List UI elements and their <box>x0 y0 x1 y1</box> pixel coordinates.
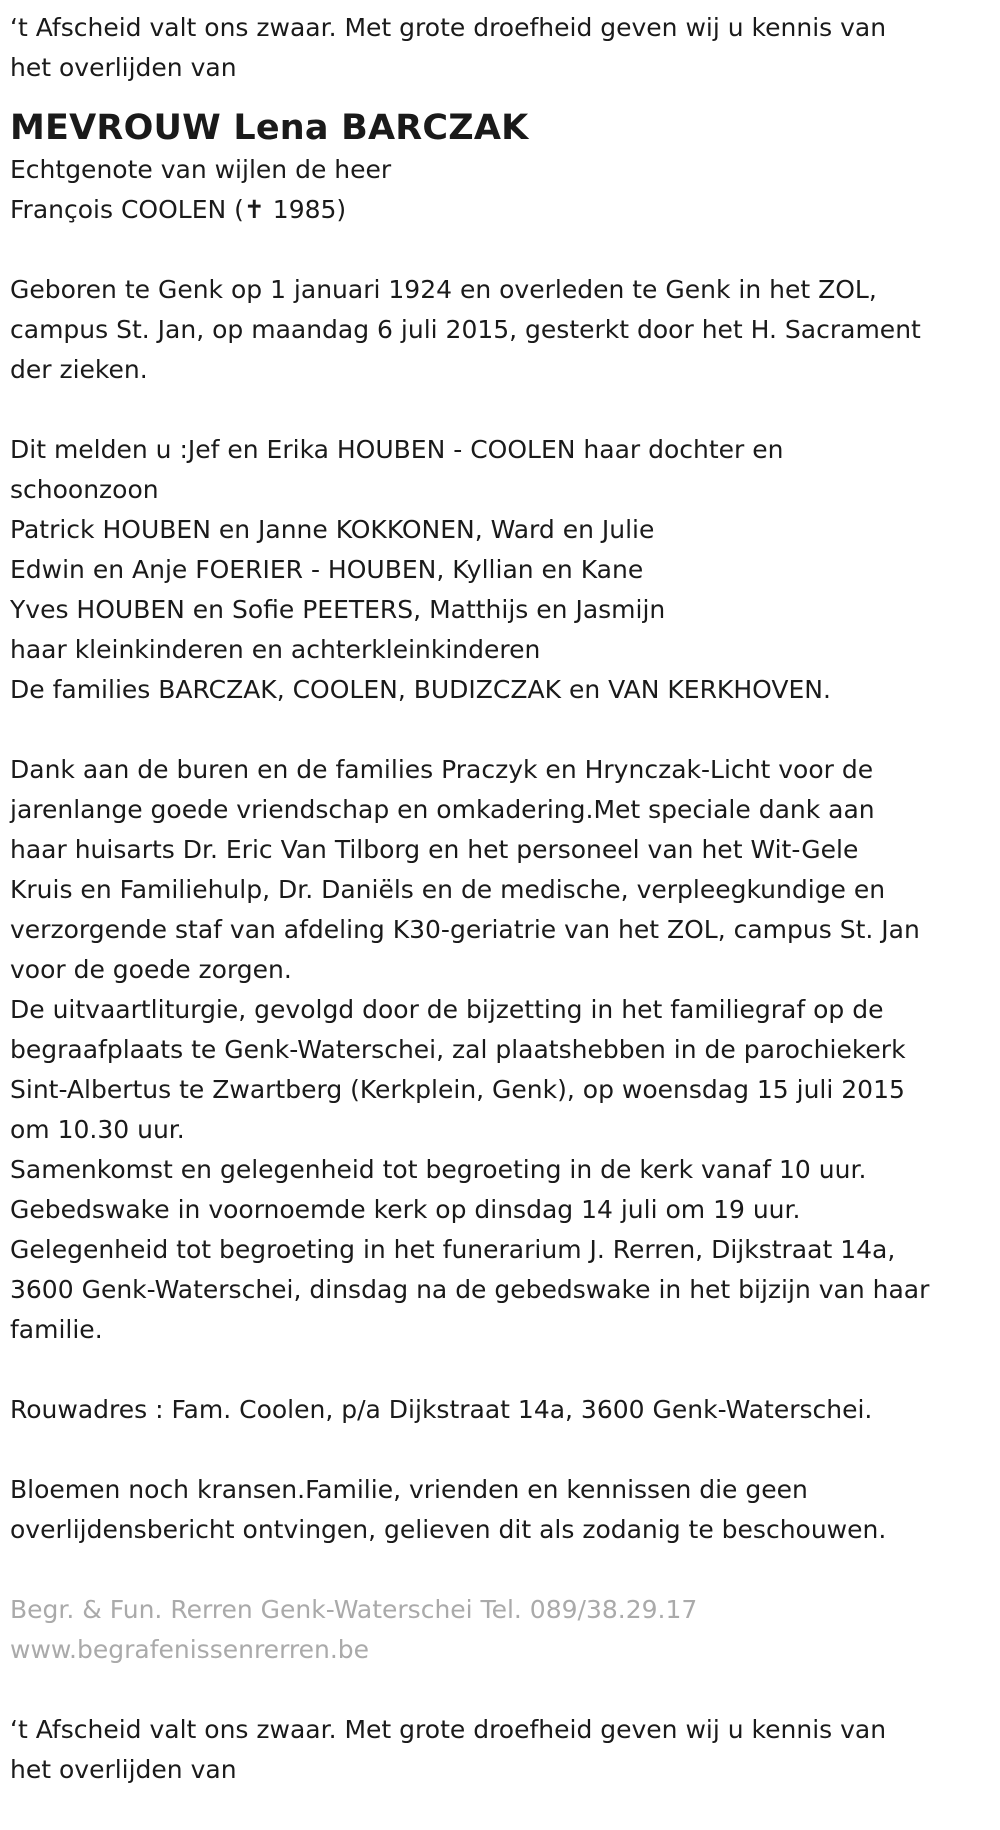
thanks-line: jarenlange goede vriendschap en omkadering.Met speciale dank aan <box>10 795 875 824</box>
undertaker-website: www.begrafenissenrerren.be <box>10 1635 370 1664</box>
ceremony-line: De uitvaartliturgie, gevolgd door de bijzetting in het familiegraf op de <box>10 995 884 1024</box>
outro-line: ‘t Afscheid valt ons zwaar. Met grote droefheid geven wij u kennis van <box>10 1715 887 1744</box>
thanks-line: verzorgende staf van afdeling K30-geriatrie van het ZOL, campus St. Jan <box>10 915 920 944</box>
birth-death-text <box>10 270 990 390</box>
ceremony-line: Gelegenheid tot begroeting in het funerarium J. Rerren, Dijkstraat 14a, <box>10 1235 896 1264</box>
ceremony-line: 3600 Genk-Waterschei, dinsdag na de gebedswake in het bijzijn van haar <box>10 1275 930 1304</box>
intro-text <box>10 8 990 88</box>
address-line: Rouwadres : Fam. Coolen, p/a Dijkstraat 14a, 3600 Genk-Waterschei. <box>10 1395 873 1424</box>
ceremony-line: Gebedswake in voornoemde kerk op dinsdag 14 juli om 19 uur. <box>10 1195 801 1224</box>
spacer <box>10 1350 990 1390</box>
family-line: Yves HOUBEN en Sofie PEETERS, Matthijs en Jasmijn <box>10 595 666 624</box>
family-line: Patrick HOUBEN en Janne KOKKONEN, Ward en Julie <box>10 515 655 544</box>
spacer <box>10 230 990 270</box>
undertaker-info <box>10 1590 990 1670</box>
spacer <box>10 1430 990 1470</box>
birth-death-line: der zieken. <box>10 355 148 384</box>
outro-text <box>10 1710 990 1790</box>
thanks-and-ceremony-text <box>10 750 990 1350</box>
birth-death-line: campus St. Jan, op maandag 6 juli 2015, gesterkt door het H. Sacrament <box>10 315 921 344</box>
spacer <box>10 1670 990 1710</box>
ceremony-line: begraafplaats te Genk-Waterschei, zal plaatshebben in de parochiekerk <box>10 1035 906 1064</box>
family-line: Edwin en Anje FOERIER - HOUBEN, Kyllian en Kane <box>10 555 644 584</box>
ceremony-line: Sint-Albertus te Zwartberg (Kerkplein, Genk), op woensdag 15 juli 2015 <box>10 1075 905 1104</box>
flowers-line: overlijdensbericht ontvingen, gelieven dit als zodanig te beschouwen. <box>10 1515 887 1544</box>
ceremony-line: Samenkomst en gelegenheid tot begroeting in de kerk vanaf 10 uur. <box>10 1155 867 1184</box>
spacer <box>10 710 990 750</box>
spouse-line: François COOLEN (✝ 1985) <box>10 195 347 224</box>
outro-line: het overlijden van <box>10 1755 237 1784</box>
intro-line: ‘t Afscheid valt ons zwaar. Met grote droefheid geven wij u kennis van <box>10 13 887 42</box>
thanks-line: Kruis en Familiehulp, Dr. Daniëls en de medische, verpleegkundige en <box>10 875 886 904</box>
thanks-line: Dank aan de buren en de families Praczyk en Hrynczak-Licht voor de <box>10 755 874 784</box>
ceremony-line: om 10.30 uur. <box>10 1115 185 1144</box>
spacer <box>10 1550 990 1590</box>
ceremony-line: familie. <box>10 1315 103 1344</box>
thanks-line: haar huisarts Dr. Eric Van Tilborg en het personeel van het Wit-Gele <box>10 835 859 864</box>
intro-line: het overlijden van <box>10 53 237 82</box>
family-line: De families BARCZAK, COOLEN, BUDIZCZAK en VAN KERKHOVEN. <box>10 675 831 704</box>
spouse-text <box>10 150 990 230</box>
flowers-line: Bloemen noch kransen.Familie, vrienden en kennissen die geen <box>10 1475 808 1504</box>
mourning-address <box>10 1390 990 1430</box>
deceased-name: MEVROUW Lena BARCZAK <box>10 108 529 148</box>
undertaker-line: Begr. & Fun. Rerren Genk-Waterschei Tel. 089/38.29.17 <box>10 1595 698 1624</box>
family-line: schoonzoon <box>10 475 159 504</box>
birth-death-line: Geboren te Genk op 1 januari 1924 en overleden te Genk in het ZOL, <box>10 275 877 304</box>
flowers-text <box>10 1470 990 1550</box>
family-text <box>10 430 990 710</box>
spouse-line: Echtgenote van wijlen de heer <box>10 155 392 184</box>
thanks-line: voor de goede zorgen. <box>10 955 292 984</box>
spacer <box>10 390 990 430</box>
family-line: haar kleinkinderen en achterkleinkinderen <box>10 635 541 664</box>
family-line: Dit melden u :Jef en Erika HOUBEN - COOLEN haar dochter en <box>10 435 784 464</box>
